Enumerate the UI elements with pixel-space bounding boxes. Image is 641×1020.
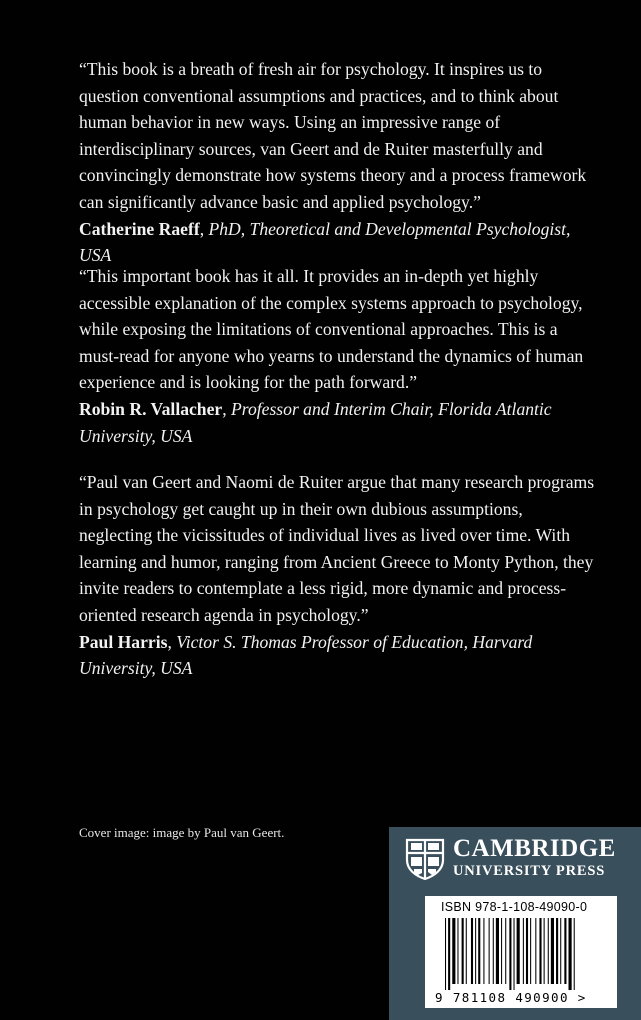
reviewer-name: Robin R. Vallacher xyxy=(79,398,223,419)
review-quote-2 xyxy=(79,263,599,449)
barcode-bar xyxy=(556,918,558,984)
barcode-bar xyxy=(466,918,467,984)
publisher-subname: UNIVERSITY PRESS xyxy=(453,863,606,879)
reviewer-name: Catherine Raeff xyxy=(79,218,200,239)
barcode-bar xyxy=(544,918,545,984)
barcode-bar xyxy=(483,918,484,984)
barcode-bar xyxy=(501,918,502,984)
barcode xyxy=(425,896,617,1008)
barcode-bar xyxy=(569,918,572,990)
isbn-label: ISBN 978-1-108-49090-0 xyxy=(441,900,588,914)
quote-attribution xyxy=(79,396,599,449)
attribution-separator: , xyxy=(167,631,177,652)
barcode-bar xyxy=(452,918,455,984)
cover-credit: Cover image: image by Paul van Geert. xyxy=(79,825,285,840)
barcode-bar xyxy=(471,918,473,984)
barcode-bar xyxy=(448,918,450,990)
barcode-bar xyxy=(523,918,524,984)
barcode-bar xyxy=(475,918,476,984)
barcode-bar xyxy=(478,918,480,984)
attribution-separator: , xyxy=(222,398,232,419)
reviewer-role: PhD, Theoretical and Developmental Psychologist, USA xyxy=(79,218,571,266)
barcode-bar xyxy=(457,918,458,984)
quote-attribution xyxy=(79,629,599,682)
cambridge-shield-icon xyxy=(403,836,447,880)
publisher-panel xyxy=(389,827,641,1020)
barcode-bar xyxy=(526,918,528,984)
barcode-bar xyxy=(489,918,490,984)
barcode-bar xyxy=(560,918,561,984)
reviewer-role: Victor S. Thomas Professor of Education, Harvard University, USA xyxy=(79,631,533,679)
barcode-bar xyxy=(517,918,520,984)
barcode-bar xyxy=(564,918,566,984)
publisher-name: CAMBRIDGE xyxy=(453,835,616,862)
barcode-bar xyxy=(539,918,541,984)
attribution-separator: , xyxy=(199,218,209,239)
barcode-bar xyxy=(462,918,464,984)
quote-text: “This important book has it all. It provides an in-depth yet highly accessible explanation of the complex systems approach to psychology, while exposing the limitations of conventional approaches. This is a must-read for anyone who yearns to understand the dynamics of human experience and is looking for the path forward.” xyxy=(79,266,584,393)
barcode-bar xyxy=(514,918,515,990)
barcode-bar xyxy=(535,918,536,984)
barcode-bar xyxy=(530,918,531,984)
barcode-bar xyxy=(505,918,506,984)
review-quote-3 xyxy=(79,469,599,682)
barcode-bar xyxy=(445,918,446,990)
barcode-digits: 9 781108 490900 > xyxy=(435,990,587,1005)
reviewer-role: Professor and Interim Chair, Florida Atlantic University, USA xyxy=(79,398,552,446)
barcode-bar xyxy=(509,918,511,990)
quote-text: “Paul van Geert and Naomi de Ruiter argue that many research programs in psychology get caught up in their own dubious assumptions, neglecting the vicissitudes of individual lives as lived over time. With learning and humor, ranging from Ancient Greece to Monty Python, they invite readers to contemplate a less rigid, more dynamic and process-oriented research agenda in psychology.” xyxy=(79,472,595,625)
quote-attribution xyxy=(79,216,599,269)
barcode-bars xyxy=(443,918,603,990)
quote-text: “This book is a breath of fresh air for psychology. It inspires us to question conventional assumptions and practices, and to think about human behavior in new ways. Using an impressive range of interdisciplinary sources, van Geert and de Ruiter masterfully and convincingly demonstrate how systems theory and a process framework can significantly advance basic and applied psychology.” xyxy=(79,59,587,212)
barcode-bar xyxy=(548,918,549,984)
barcode-bar xyxy=(574,918,575,990)
barcode-bar xyxy=(493,918,494,984)
reviewer-name: Paul Harris xyxy=(79,631,168,652)
barcode-bar xyxy=(496,918,499,984)
review-quote-1 xyxy=(79,56,599,269)
barcode-bar xyxy=(551,918,554,984)
